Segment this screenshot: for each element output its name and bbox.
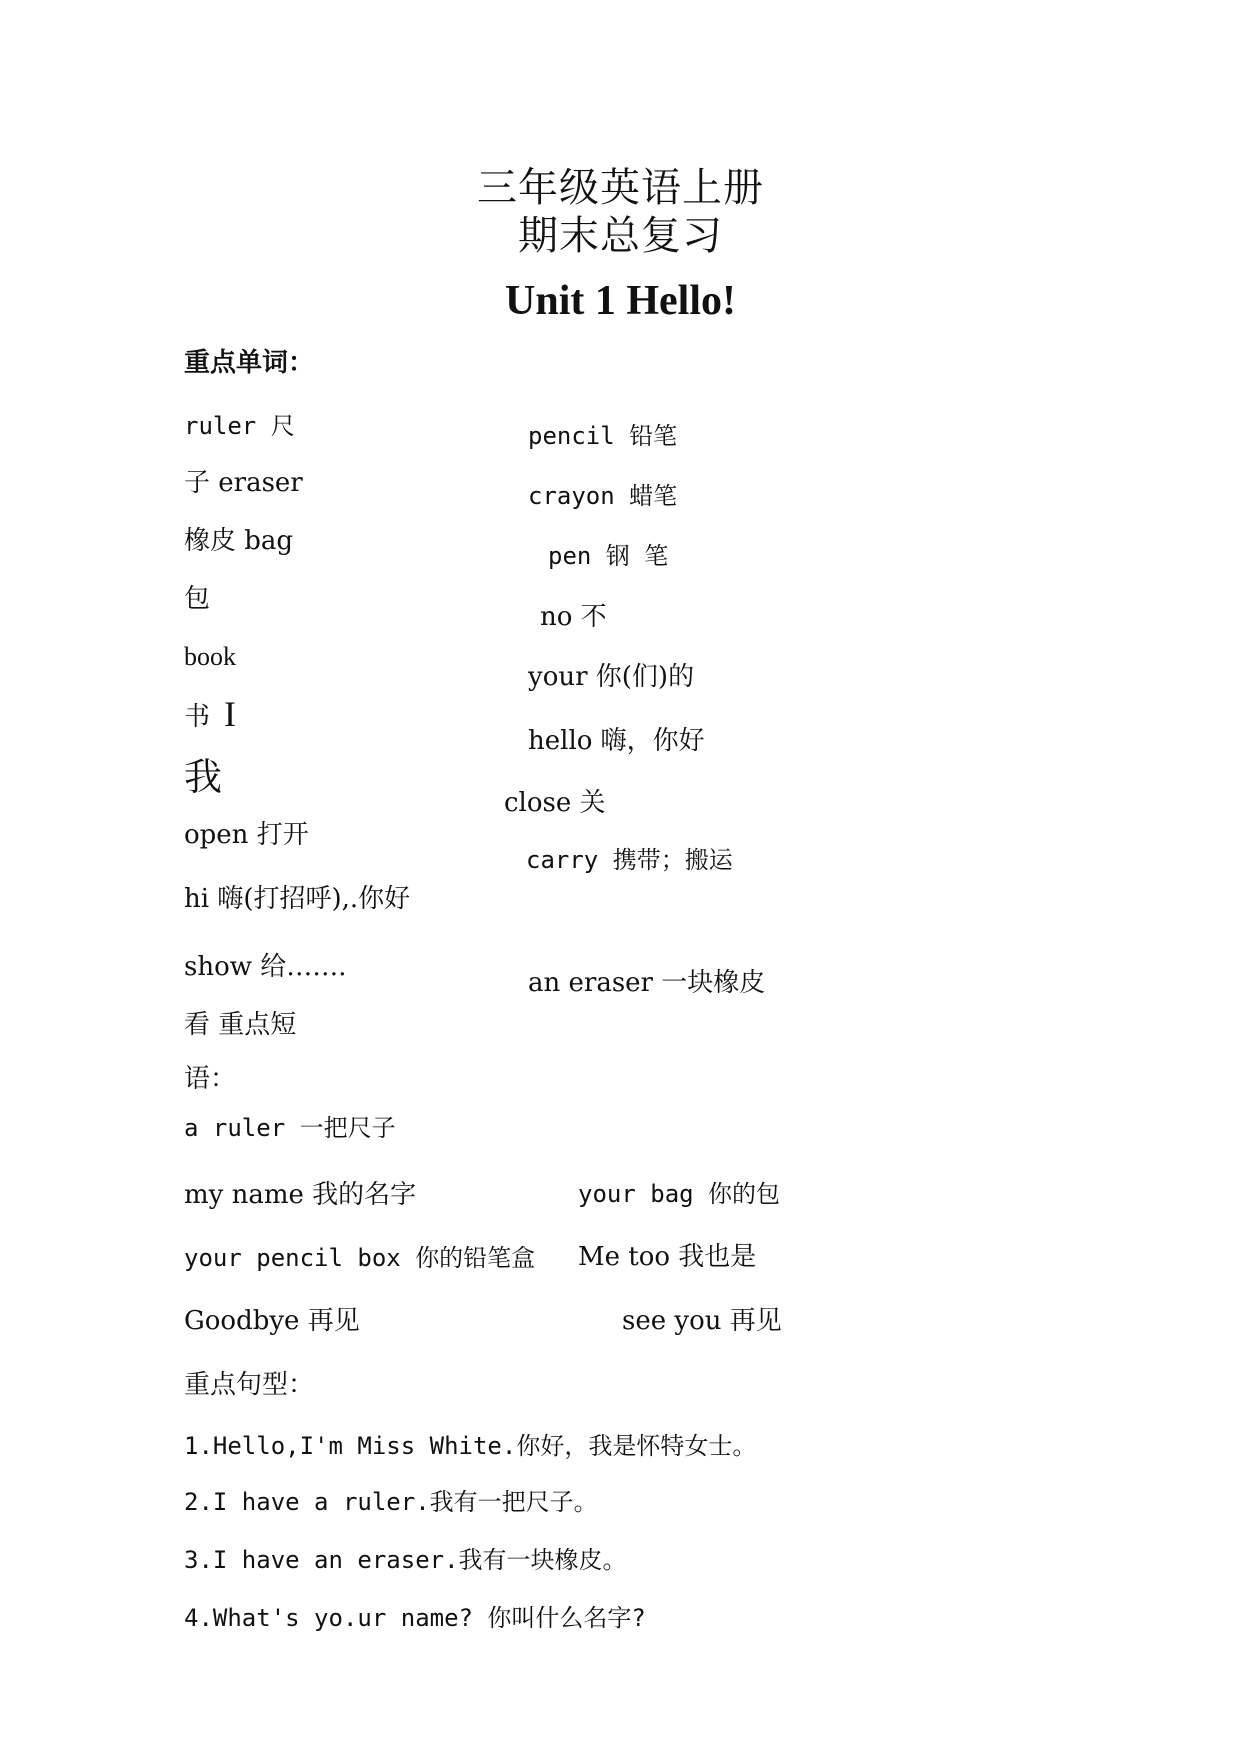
right-word-7: close 关 (504, 788, 606, 818)
right-word-4: no 不 (540, 602, 607, 632)
right-word-3: pen 钢 笔 (548, 542, 669, 570)
left-word-3: 橡皮 bag (184, 526, 294, 556)
sentence-2: 2.I have a ruler.我有一把尺子。 (184, 1488, 598, 1516)
left-word-8: 我 (184, 755, 223, 799)
sentence-4: 4.What's yo.ur name? 你叫什么名字? (184, 1604, 646, 1632)
right-word-2: crayon 蜡笔 (528, 482, 678, 510)
left-word-11: show 给……. (184, 952, 347, 982)
sentence-1: 1.Hello,I'm Miss White.你好，我是怀特女士。 (184, 1432, 757, 1460)
sentence-3: 3.I have an eraser.我有一块橡皮。 (184, 1546, 627, 1574)
phrase-left-3: Goodbye 再见 (184, 1306, 360, 1336)
right-word-9: an eraser 一块橡皮 (528, 968, 766, 998)
right-word-8: carry 携带；搬运 (526, 846, 733, 874)
left-word-2: 子 eraser (184, 468, 303, 498)
title-line-2: 期末总复习 (518, 213, 723, 259)
left-word-6: 书 (184, 702, 211, 732)
phrase-right-3: see you 再见 (622, 1306, 782, 1336)
title-line-1: 三年级英语上册 (477, 165, 764, 211)
phrase-right-1: your bag 你的包 (578, 1180, 781, 1208)
unit-title: Unit 1 Hello! (505, 278, 736, 324)
left-word-9: open 打开 (184, 820, 309, 850)
left-word-10: hi 嗨(打招呼),.你好 (184, 884, 411, 914)
left-word-5: book (184, 642, 236, 671)
sentences-heading: 重点句型： (184, 1370, 315, 1400)
phrase-left-1: my name 我的名字 (184, 1180, 417, 1210)
right-word-5: your 你(们)的 (528, 662, 695, 692)
left-word-4: 包 (184, 584, 211, 614)
phrase-left-2: your pencil box 你的铅笔盒 (184, 1244, 536, 1272)
words-heading: 重点单词： (184, 348, 315, 378)
phrase-right-2: Me too 我也是 (578, 1242, 757, 1272)
left-word-1: ruler 尺 (184, 412, 295, 440)
right-word-1: pencil 铅笔 (528, 422, 678, 450)
left-word-7: I (224, 694, 236, 734)
phrase-a-ruler: a ruler 一把尺子 (184, 1114, 396, 1142)
left-word-12: 看 重点短 (184, 1010, 297, 1040)
left-word-13: 语： (184, 1064, 237, 1094)
right-word-6: hello 嗨，你好 (528, 726, 705, 756)
